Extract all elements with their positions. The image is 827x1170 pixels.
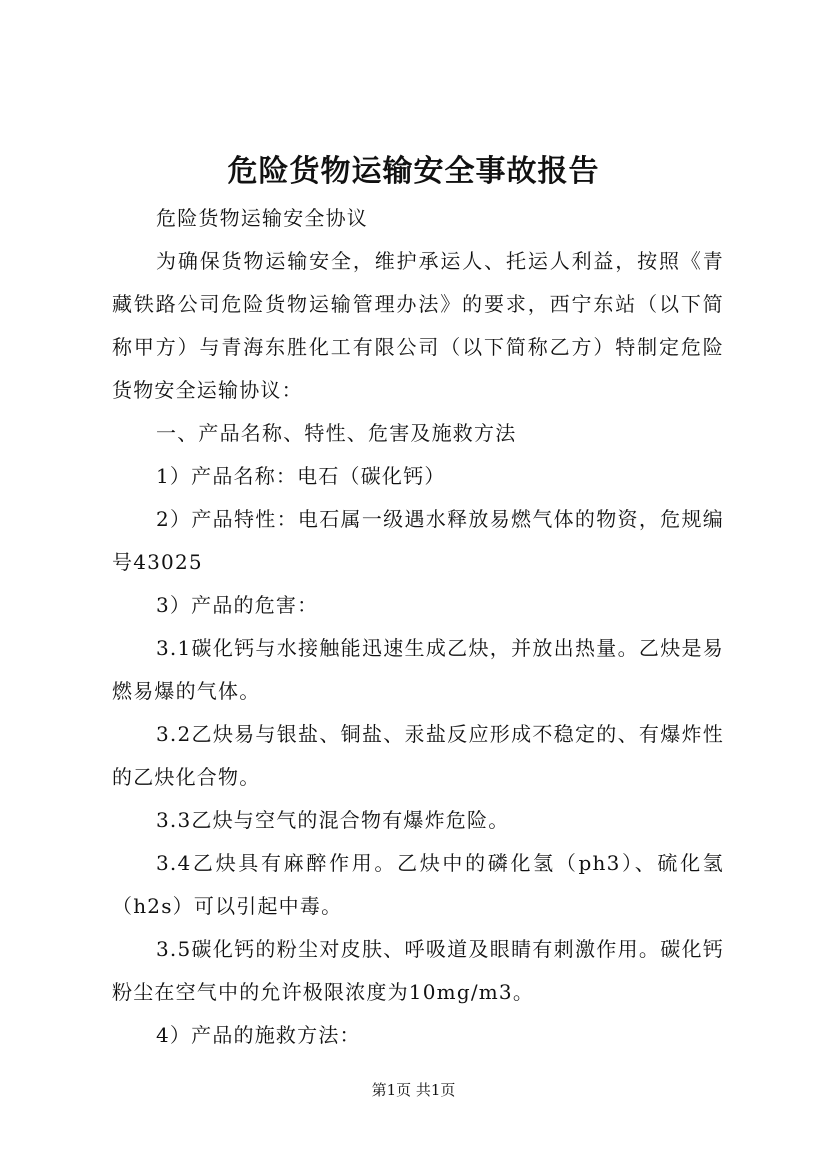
document-body	[112, 197, 724, 1057]
paragraph-product-property: 2）产品特性：电石属一级遇水释放易燃气体的物资，危规编号43025	[112, 507, 724, 574]
paragraph-hazard-3-3: 3.3乙炔与空气的混合物有爆炸危险。	[156, 808, 510, 832]
section-heading: 一、产品名称、特性、危害及施救方法	[156, 421, 517, 445]
paragraph-hazard-3-1: 3.1碳化钙与水接触能迅速生成乙炔，并放出热量。乙炔是易燃易爆的气体。	[112, 636, 724, 703]
paragraph-intro: 为确保货物运输安全，维护承运人、托运人利益，按照《青藏铁路公司危险货物运输管理办法》的要求，西宁东站（以下简称甲方）与青海东胜化工有限公司（以下简称乙方）特制定危险货物安全运输协议：	[112, 249, 724, 402]
document-title: 危险货物运输安全事故报告	[227, 154, 600, 189]
paragraph-hazard-3-4: 3.4乙炔具有麻醉作用。乙炔中的磷化氢（ph3）、硫化氢（h2s）可以引起中毒。	[112, 851, 724, 918]
paragraph-subtitle: 危险货物运输安全协议	[156, 206, 368, 230]
paragraph-hazard-heading: 3）产品的危害：	[156, 593, 319, 617]
paragraph-hazard-3-5: 3.5碳化钙的粉尘对皮肤、呼吸道及眼睛有刺激作用。碳化钙粉尘在空气中的允许极限浓度为10mg/m3。	[112, 937, 724, 1004]
paragraph-product-name: 1）产品名称：电石（碳化钙）	[156, 464, 446, 488]
page-footer: 第1页 共1页	[371, 1081, 456, 1099]
paragraph-rescue-heading: 4）产品的施救方法：	[156, 1023, 361, 1047]
paragraph-hazard-3-2: 3.2乙炔易与银盐、铜盐、汞盐反应形成不稳定的、有爆炸性的乙炔化合物。	[112, 722, 724, 789]
